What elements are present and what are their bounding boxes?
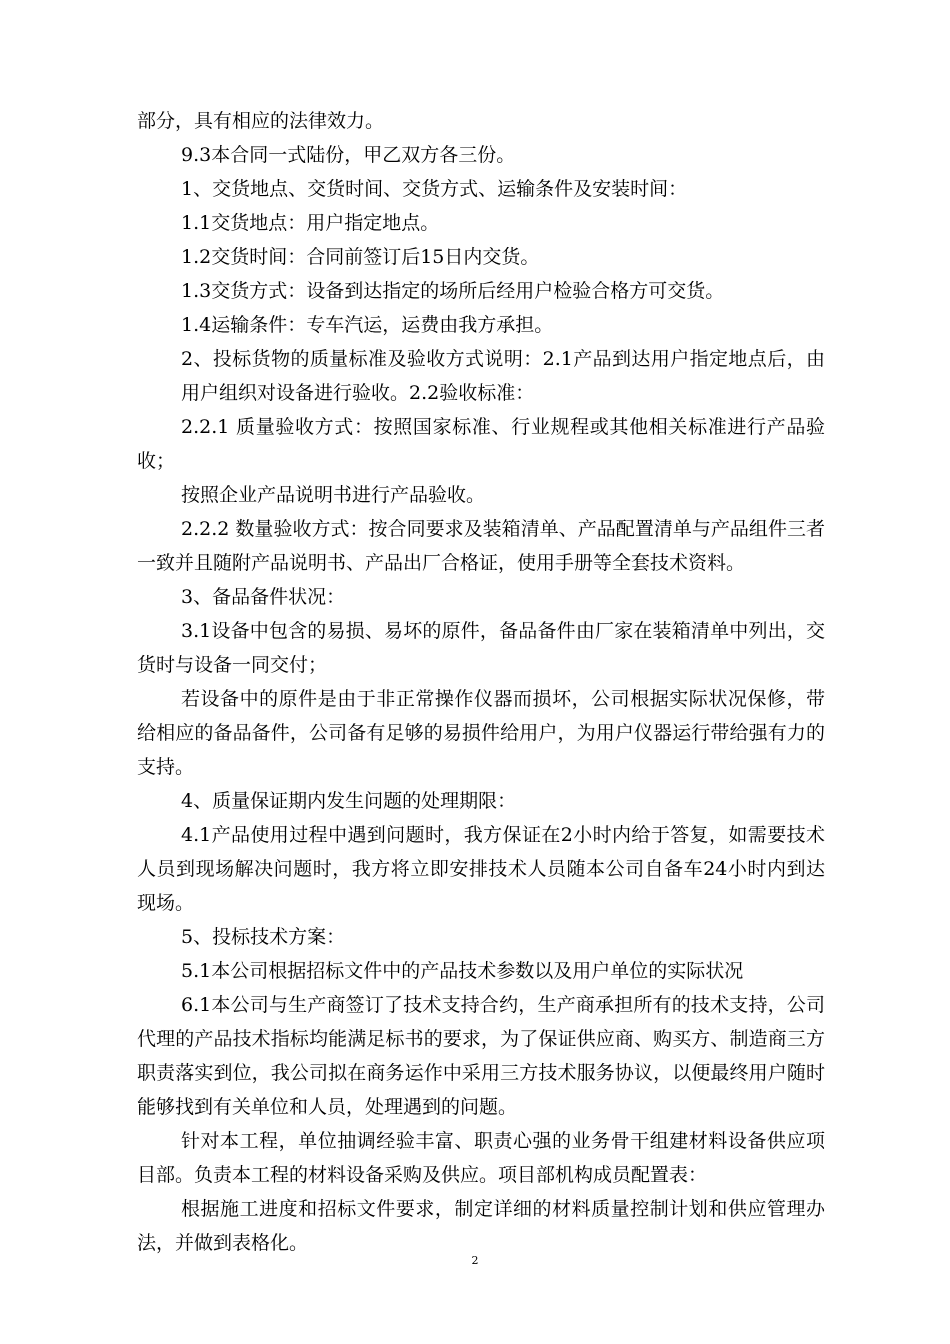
paragraph: 6.1本公司与生产商签订了技术支持合约，生产商承担所有的技术支持，公司代理的产品技术指标均能满足标书的要求，为了保证供应商、购买方、制造商三方职责落实到位，我公司拟在商务运作中采用三方技术服务协议，以便最终用户随时能够找到有关单位和人员，处理遇到的问题。 <box>137 994 825 1118</box>
section-heading: 5、投标技术方案： <box>181 926 346 948</box>
section-heading: 4、质量保证期内发生问题的处理期限： <box>181 790 517 812</box>
page-number: 2 <box>471 1254 479 1267</box>
paragraph: 1.4运输条件：专车汽运，运费由我方承担。 <box>181 314 554 336</box>
paragraph: 5.1本公司根据招标文件中的产品技术参数以及用户单位的实际状况 <box>181 960 744 982</box>
paragraph: 2.2.2 数量验收方式：按合同要求及装箱清单、产品配置清单与产品组件三者一致并且随附产品说明书、产品出厂合格证，使用手册等全套技术资料。 <box>137 518 825 574</box>
paragraph: 根据施工进度和招标文件要求，制定详细的材料质量控制计划和供应管理办法，并做到表格化。 <box>137 1198 825 1254</box>
paragraph: 按照企业产品说明书进行产品验收。 <box>181 484 486 506</box>
section-heading: 1、交货地点、交货时间、交货方式、运输条件及安装时间： <box>181 178 688 200</box>
paragraph: 若设备中的原件是由于非正常操作仪器而损坏，公司根据实际状况保修，带给相应的备品备件，公司备有足够的易损件给用户，为用户仪器运行带给强有力的支持。 <box>137 688 825 778</box>
section-heading: 2、投标货物的质量标准及验收方式说明：2.1产品到达用户指定地点后，由用户组织对设备进行验收。2.2验收标准： <box>181 348 825 404</box>
paragraph: 2.2.1 质量验收方式：按照国家标准、行业规程或其他相关标准进行产品验收； <box>137 416 825 472</box>
section-heading: 3、备品备件状况： <box>181 586 346 608</box>
paragraph: 1.2交货时间：合同前签订后15日内交货。 <box>181 246 540 268</box>
paragraph: 3.1设备中包含的易损、易坏的原件，备品备件由厂家在装箱清单中列出，交货时与设备一同交付； <box>137 620 825 676</box>
paragraph: 针对本工程，单位抽调经验丰富、职责心强的业务骨干组建材料设备供应项目部。负责本工程的材料设备采购及供应。项目部机构成员配置表： <box>137 1130 825 1186</box>
paragraph: 9.3本合同一式陆份，甲乙双方各三份。 <box>181 144 516 166</box>
document-body <box>137 104 825 1260</box>
paragraph: 4.1产品使用过程中遇到问题时，我方保证在2小时内给于答复，如需要技术人员到现场解决问题时，我方将立即安排技术人员随本公司自备车24小时内到达现场。 <box>137 824 825 914</box>
paragraph: 部分，具有相应的法律效力。 <box>137 110 385 132</box>
paragraph: 1.1交货地点：用户指定地点。 <box>181 212 440 234</box>
paragraph: 1.3交货方式：设备到达指定的场所后经用户检验合格方可交货。 <box>181 280 725 302</box>
